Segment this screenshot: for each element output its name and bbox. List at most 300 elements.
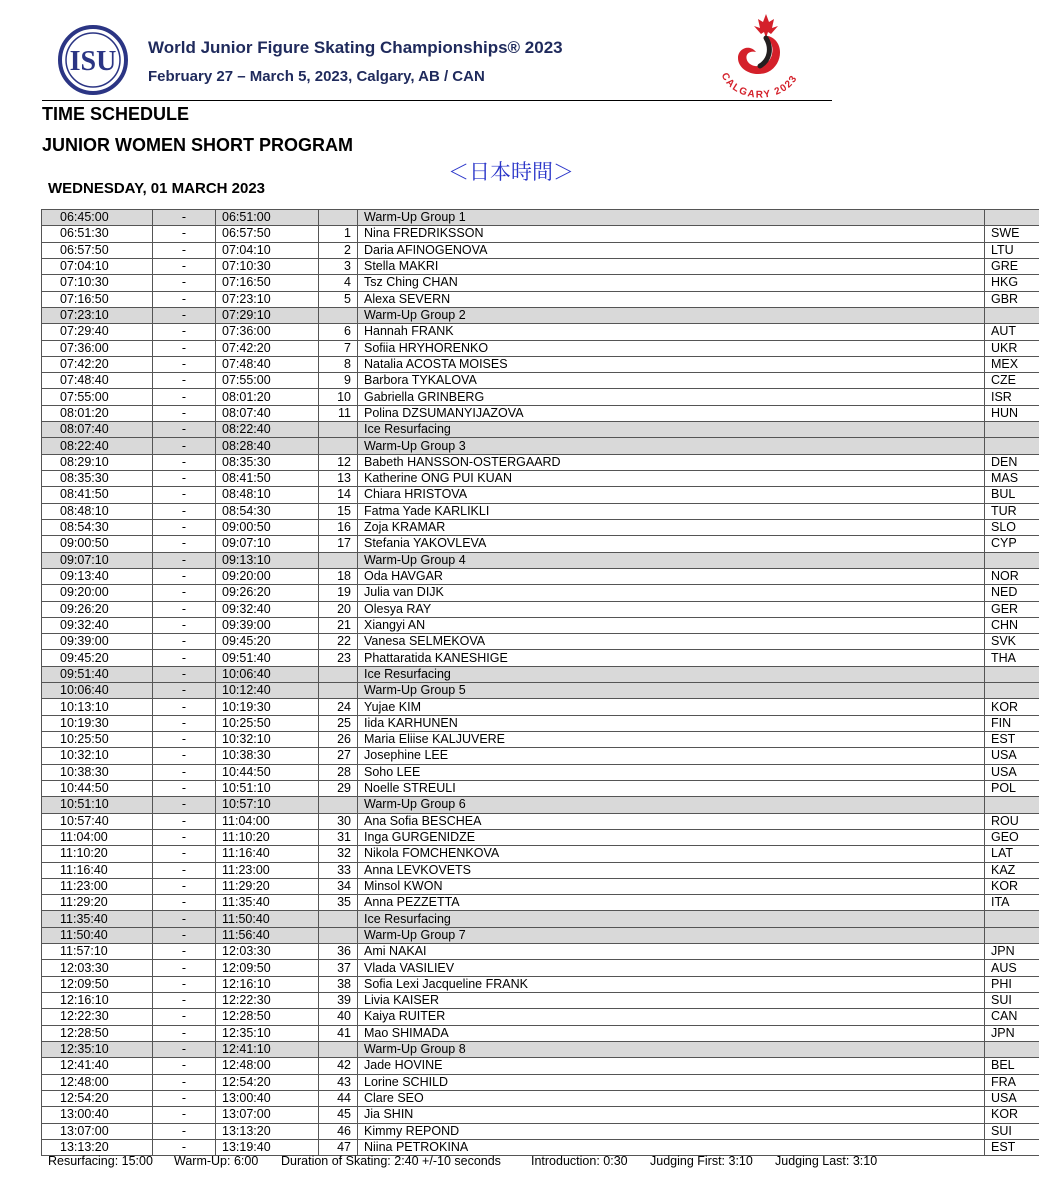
row-nation: KAZ (985, 862, 1039, 878)
row-dash: - (153, 210, 216, 226)
schedule-skater-row (42, 829, 1039, 845)
row-name: Iida KARHUNEN (358, 715, 985, 731)
row-start-time: 12:28:50 (42, 1025, 153, 1041)
row-dash: - (153, 324, 216, 340)
schedule-skater-row (42, 454, 1039, 470)
row-nation: AUT (985, 324, 1039, 340)
row-nation: ISR (985, 389, 1039, 405)
row-nation: SUI (985, 993, 1039, 1009)
row-nation (985, 552, 1039, 568)
isu-logo (57, 24, 129, 96)
row-nation: GBR (985, 291, 1039, 307)
row-name: Warm-Up Group 3 (358, 438, 985, 454)
row-start-number: 21 (319, 617, 358, 633)
row-start-number: 2 (319, 242, 358, 258)
row-start-time: 10:06:40 (42, 683, 153, 699)
schedule-skater-row (42, 1107, 1039, 1123)
row-start-time: 07:29:40 (42, 324, 153, 340)
row-start-number: 26 (319, 732, 358, 748)
row-dash: - (153, 568, 216, 584)
row-start-number: 41 (319, 1025, 358, 1041)
row-nation: POL (985, 780, 1039, 796)
row-start-number (319, 422, 358, 438)
row-end-time: 11:04:00 (216, 813, 319, 829)
row-start-time: 07:16:50 (42, 291, 153, 307)
row-name: Oda HAVGAR (358, 568, 985, 584)
row-nation: KOR (985, 878, 1039, 894)
row-dash: - (153, 503, 216, 519)
row-start-time: 13:00:40 (42, 1107, 153, 1123)
row-nation: GRE (985, 258, 1039, 274)
row-dash: - (153, 1074, 216, 1090)
row-start-time: 08:29:10 (42, 454, 153, 470)
row-end-time: 08:35:30 (216, 454, 319, 470)
row-nation: JPN (985, 1025, 1039, 1041)
row-start-number: 30 (319, 813, 358, 829)
event-dates: February 27 – March 5, 2023, Calgary, AB / CAN (148, 68, 485, 85)
schedule-skater-row (42, 960, 1039, 976)
row-start-time: 09:32:40 (42, 617, 153, 633)
row-start-number: 3 (319, 258, 358, 274)
row-end-time: 10:51:10 (216, 780, 319, 796)
schedule-skater-row (42, 1009, 1039, 1025)
row-dash: - (153, 797, 216, 813)
row-start-number: 4 (319, 275, 358, 291)
row-nation: CAN (985, 1009, 1039, 1025)
row-start-number: 45 (319, 1107, 358, 1123)
row-end-time: 08:54:30 (216, 503, 319, 519)
row-dash: - (153, 846, 216, 862)
row-name: Jia SHIN (358, 1107, 985, 1123)
row-start-number (319, 797, 358, 813)
schedule-skater-row (42, 748, 1039, 764)
schedule-skater-row (42, 389, 1039, 405)
row-end-time: 07:42:20 (216, 340, 319, 356)
row-start-number (319, 666, 358, 682)
row-name: Phattaratida KANESHIGE (358, 650, 985, 666)
row-nation: GEO (985, 829, 1039, 845)
row-nation: THA (985, 650, 1039, 666)
row-nation: BEL (985, 1058, 1039, 1074)
row-end-time: 10:44:50 (216, 764, 319, 780)
schedule-skater-row (42, 226, 1039, 242)
row-start-number: 27 (319, 748, 358, 764)
row-name: Livia KAISER (358, 993, 985, 1009)
row-start-time: 12:16:10 (42, 993, 153, 1009)
row-nation (985, 683, 1039, 699)
row-name: Zoja KRAMAR (358, 519, 985, 535)
schedule-skater-row (42, 568, 1039, 584)
row-start-number: 9 (319, 373, 358, 389)
row-dash: - (153, 617, 216, 633)
row-name: Ana Sofia BESCHEA (358, 813, 985, 829)
row-nation: USA (985, 748, 1039, 764)
row-name: Fatma Yade KARLIKLI (358, 503, 985, 519)
row-end-time: 11:16:40 (216, 846, 319, 862)
row-start-time: 09:07:10 (42, 552, 153, 568)
row-dash: - (153, 634, 216, 650)
row-dash: - (153, 291, 216, 307)
schedule-skater-row (42, 993, 1039, 1009)
row-start-time: 09:45:20 (42, 650, 153, 666)
row-nation: KOR (985, 699, 1039, 715)
row-start-time: 06:57:50 (42, 242, 153, 258)
row-start-number (319, 307, 358, 323)
schedule-break-row (42, 307, 1039, 323)
row-name: Warm-Up Group 7 (358, 927, 985, 943)
row-nation: AUS (985, 960, 1039, 976)
row-end-time: 10:57:10 (216, 797, 319, 813)
row-name: Stefania YAKOVLEVA (358, 536, 985, 552)
row-start-number: 24 (319, 699, 358, 715)
row-dash: - (153, 275, 216, 291)
row-start-number: 23 (319, 650, 358, 666)
row-end-time: 08:22:40 (216, 422, 319, 438)
row-start-time: 10:57:40 (42, 813, 153, 829)
row-start-number: 47 (319, 1139, 358, 1155)
row-start-time: 12:54:20 (42, 1090, 153, 1106)
row-name: Niina PETROKINA (358, 1139, 985, 1155)
row-end-time: 10:19:30 (216, 699, 319, 715)
row-dash: - (153, 748, 216, 764)
row-start-time: 09:26:20 (42, 601, 153, 617)
row-nation (985, 422, 1039, 438)
row-name: Inga GURGENIDZE (358, 829, 985, 845)
row-nation: SUI (985, 1123, 1039, 1139)
row-start-time: 07:04:10 (42, 258, 153, 274)
schedule-skater-row (42, 242, 1039, 258)
row-start-time: 11:35:40 (42, 911, 153, 927)
row-start-time: 09:39:00 (42, 634, 153, 650)
svg-text:ISU: ISU (69, 46, 117, 77)
row-name: Josephine LEE (358, 748, 985, 764)
row-nation (985, 210, 1039, 226)
row-start-number: 36 (319, 944, 358, 960)
schedule-skater-row (42, 634, 1039, 650)
row-end-time: 12:41:10 (216, 1041, 319, 1057)
row-nation: USA (985, 1090, 1039, 1106)
row-dash: - (153, 487, 216, 503)
row-end-time: 09:45:20 (216, 634, 319, 650)
row-start-time: 09:51:40 (42, 666, 153, 682)
row-end-time: 09:39:00 (216, 617, 319, 633)
row-nation: SLO (985, 519, 1039, 535)
row-dash: - (153, 519, 216, 535)
row-end-time: 12:48:00 (216, 1058, 319, 1074)
row-end-time: 09:13:10 (216, 552, 319, 568)
row-name: Olesya RAY (358, 601, 985, 617)
footer-warmup: Warm-Up: 6:00 (174, 1154, 259, 1168)
row-start-number: 8 (319, 356, 358, 372)
row-start-time: 07:55:00 (42, 389, 153, 405)
row-dash: - (153, 242, 216, 258)
footer-introduction: Introduction: 0:30 (531, 1154, 628, 1168)
doc-subtitle: JUNIOR WOMEN SHORT PROGRAM (42, 135, 354, 155)
row-name: Clare SEO (358, 1090, 985, 1106)
schedule-skater-row (42, 1090, 1039, 1106)
row-dash: - (153, 601, 216, 617)
row-start-number: 34 (319, 878, 358, 894)
row-name: Ice Resurfacing (358, 422, 985, 438)
row-end-time: 12:28:50 (216, 1009, 319, 1025)
japan-time-note: ＜日本時間＞ (448, 160, 574, 184)
event-title: World Junior Figure Skating Championships® 2023 (148, 38, 563, 57)
row-nation: NOR (985, 568, 1039, 584)
row-start-number: 38 (319, 976, 358, 992)
row-start-time: 12:03:30 (42, 960, 153, 976)
schedule-skater-row (42, 1074, 1039, 1090)
row-dash: - (153, 650, 216, 666)
row-dash: - (153, 389, 216, 405)
schedule-skater-row (42, 1123, 1039, 1139)
row-start-time: 06:51:30 (42, 226, 153, 242)
row-start-time: 11:04:00 (42, 829, 153, 845)
row-start-number: 15 (319, 503, 358, 519)
row-dash: - (153, 927, 216, 943)
row-end-time: 12:54:20 (216, 1074, 319, 1090)
row-start-time: 10:44:50 (42, 780, 153, 796)
row-name: Warm-Up Group 5 (358, 683, 985, 699)
row-end-time: 13:13:20 (216, 1123, 319, 1139)
schedule-skater-row (42, 617, 1039, 633)
row-start-number: 13 (319, 471, 358, 487)
row-name: Kaiya RUITER (358, 1009, 985, 1025)
row-name: Warm-Up Group 8 (358, 1041, 985, 1057)
row-dash: - (153, 862, 216, 878)
row-end-time: 09:00:50 (216, 519, 319, 535)
row-start-time: 11:10:20 (42, 846, 153, 862)
row-nation: SWE (985, 226, 1039, 242)
row-name: Hannah FRANK (358, 324, 985, 340)
row-start-time: 11:23:00 (42, 878, 153, 894)
row-end-time: 11:50:40 (216, 911, 319, 927)
row-nation: SVK (985, 634, 1039, 650)
schedule-skater-row (42, 601, 1039, 617)
row-name: Tsz Ching CHAN (358, 275, 985, 291)
row-nation: HKG (985, 275, 1039, 291)
row-nation: JPN (985, 944, 1039, 960)
row-end-time: 10:12:40 (216, 683, 319, 699)
row-nation (985, 666, 1039, 682)
row-name: Sofia Lexi Jacqueline FRANK (358, 976, 985, 992)
schedule-skater-row (42, 732, 1039, 748)
row-start-time: 12:09:50 (42, 976, 153, 992)
row-start-time: 08:07:40 (42, 422, 153, 438)
row-start-time: 08:48:10 (42, 503, 153, 519)
row-end-time: 06:57:50 (216, 226, 319, 242)
row-start-number: 35 (319, 895, 358, 911)
row-start-time: 10:51:10 (42, 797, 153, 813)
row-dash: - (153, 1090, 216, 1106)
row-name: Gabriella GRINBERG (358, 389, 985, 405)
row-dash: - (153, 895, 216, 911)
row-name: Anna PEZZETTA (358, 895, 985, 911)
row-start-number: 39 (319, 993, 358, 1009)
row-dash: - (153, 585, 216, 601)
schedule-skater-row (42, 895, 1039, 911)
row-dash: - (153, 454, 216, 470)
footer-judging-first: Judging First: 3:10 (650, 1154, 753, 1168)
row-start-number (319, 927, 358, 943)
row-end-time: 10:06:40 (216, 666, 319, 682)
row-start-number (319, 210, 358, 226)
schedule-skater-row (42, 585, 1039, 601)
svg-text:CALGARY 2023: CALGARY 2023 (718, 71, 801, 100)
schedule-skater-row (42, 356, 1039, 372)
row-name: Ice Resurfacing (358, 666, 985, 682)
row-name: Barbora TYKALOVA (358, 373, 985, 389)
row-start-number: 5 (319, 291, 358, 307)
row-start-time: 12:41:40 (42, 1058, 153, 1074)
schedule-skater-row (42, 536, 1039, 552)
row-dash: - (153, 405, 216, 421)
row-nation: PHI (985, 976, 1039, 992)
row-start-number: 11 (319, 405, 358, 421)
row-end-time: 07:23:10 (216, 291, 319, 307)
row-nation: CYP (985, 536, 1039, 552)
schedule-skater-row (42, 878, 1039, 894)
schedule-skater-row (42, 519, 1039, 535)
schedule-break-row (42, 1041, 1039, 1057)
schedule-skater-row (42, 813, 1039, 829)
schedule-skater-row (42, 340, 1039, 356)
row-name: Anna LEVKOVETS (358, 862, 985, 878)
row-start-time: 10:32:10 (42, 748, 153, 764)
row-end-time: 08:48:10 (216, 487, 319, 503)
row-dash: - (153, 764, 216, 780)
row-nation: HUN (985, 405, 1039, 421)
row-start-number: 28 (319, 764, 358, 780)
row-dash: - (153, 356, 216, 372)
row-dash: - (153, 944, 216, 960)
row-start-number: 46 (319, 1123, 358, 1139)
row-end-time: 09:32:40 (216, 601, 319, 617)
row-dash: - (153, 1058, 216, 1074)
row-dash: - (153, 699, 216, 715)
row-end-time: 12:09:50 (216, 960, 319, 976)
row-dash: - (153, 1009, 216, 1025)
row-end-time: 08:01:20 (216, 389, 319, 405)
row-end-time: 08:07:40 (216, 405, 319, 421)
row-nation: DEN (985, 454, 1039, 470)
row-end-time: 09:07:10 (216, 536, 319, 552)
schedule-skater-row (42, 1058, 1039, 1074)
row-start-number: 29 (319, 780, 358, 796)
row-start-number (319, 683, 358, 699)
row-start-time: 10:25:50 (42, 732, 153, 748)
row-start-number: 32 (319, 846, 358, 862)
schedule-skater-row (42, 405, 1039, 421)
row-nation: ROU (985, 813, 1039, 829)
row-name: Maria Eliise KALJUVERE (358, 732, 985, 748)
footer-resurfacing: Resurfacing: 15:00 (48, 1154, 153, 1168)
row-start-number: 31 (319, 829, 358, 845)
row-start-time: 12:35:10 (42, 1041, 153, 1057)
footer-judging-last: Judging Last: 3:10 (775, 1154, 878, 1168)
row-end-time: 12:03:30 (216, 944, 319, 960)
row-start-number (319, 438, 358, 454)
row-nation (985, 1041, 1039, 1057)
row-name: Ice Resurfacing (358, 911, 985, 927)
row-start-time: 07:23:10 (42, 307, 153, 323)
row-nation: TUR (985, 503, 1039, 519)
schedule-break-row (42, 666, 1039, 682)
row-nation: USA (985, 764, 1039, 780)
row-name: Sofiia HRYHORENKO (358, 340, 985, 356)
row-start-time: 08:41:50 (42, 487, 153, 503)
row-start-time: 09:20:00 (42, 585, 153, 601)
row-dash: - (153, 536, 216, 552)
row-name: Lorine SCHILD (358, 1074, 985, 1090)
row-name: Yujae KIM (358, 699, 985, 715)
row-end-time: 07:55:00 (216, 373, 319, 389)
row-start-number: 18 (319, 568, 358, 584)
row-start-time: 07:36:00 (42, 340, 153, 356)
row-name: Soho LEE (358, 764, 985, 780)
row-dash: - (153, 993, 216, 1009)
row-end-time: 13:00:40 (216, 1090, 319, 1106)
row-start-number: 37 (319, 960, 358, 976)
schedule-day: WEDNESDAY, 01 MARCH 2023 (48, 180, 266, 197)
row-end-time: 12:22:30 (216, 993, 319, 1009)
row-start-time: 10:13:10 (42, 699, 153, 715)
row-start-time: 08:35:30 (42, 471, 153, 487)
row-dash: - (153, 1025, 216, 1041)
schedule-break-row (42, 927, 1039, 943)
row-end-time: 10:38:30 (216, 748, 319, 764)
row-nation (985, 307, 1039, 323)
calgary-2023-logo (708, 8, 808, 100)
schedule-skater-row (42, 1025, 1039, 1041)
row-end-time: 07:10:30 (216, 258, 319, 274)
schedule-break-row (42, 552, 1039, 568)
schedule-break-row (42, 438, 1039, 454)
row-start-time: 09:13:40 (42, 568, 153, 584)
schedule-skater-row (42, 471, 1039, 487)
row-nation (985, 438, 1039, 454)
row-name: Minsol KWON (358, 878, 985, 894)
row-nation: MAS (985, 471, 1039, 487)
doc-title: TIME SCHEDULE (42, 104, 190, 124)
row-name: Warm-Up Group 2 (358, 307, 985, 323)
row-dash: - (153, 911, 216, 927)
row-end-time: 09:20:00 (216, 568, 319, 584)
schedule-skater-row (42, 862, 1039, 878)
row-name: Chiara HRISTOVA (358, 487, 985, 503)
schedule-skater-row (42, 976, 1039, 992)
row-start-time: 07:10:30 (42, 275, 153, 291)
row-end-time: 10:25:50 (216, 715, 319, 731)
row-start-time: 09:00:50 (42, 536, 153, 552)
row-end-time: 07:48:40 (216, 356, 319, 372)
schedule-break-row (42, 683, 1039, 699)
schedule-skater-row (42, 503, 1039, 519)
row-end-time: 11:29:20 (216, 878, 319, 894)
row-end-time: 12:16:10 (216, 976, 319, 992)
row-start-time: 10:19:30 (42, 715, 153, 731)
row-name: Ami NAKAI (358, 944, 985, 960)
row-end-time: 11:10:20 (216, 829, 319, 845)
row-name: Warm-Up Group 6 (358, 797, 985, 813)
row-dash: - (153, 258, 216, 274)
schedule-break-row (42, 797, 1039, 813)
row-name: Vanesa SELMEKOVA (358, 634, 985, 650)
schedule-skater-row (42, 373, 1039, 389)
row-start-number: 43 (319, 1074, 358, 1090)
row-nation: ITA (985, 895, 1039, 911)
row-start-number: 25 (319, 715, 358, 731)
schedule-break-row (42, 911, 1039, 927)
